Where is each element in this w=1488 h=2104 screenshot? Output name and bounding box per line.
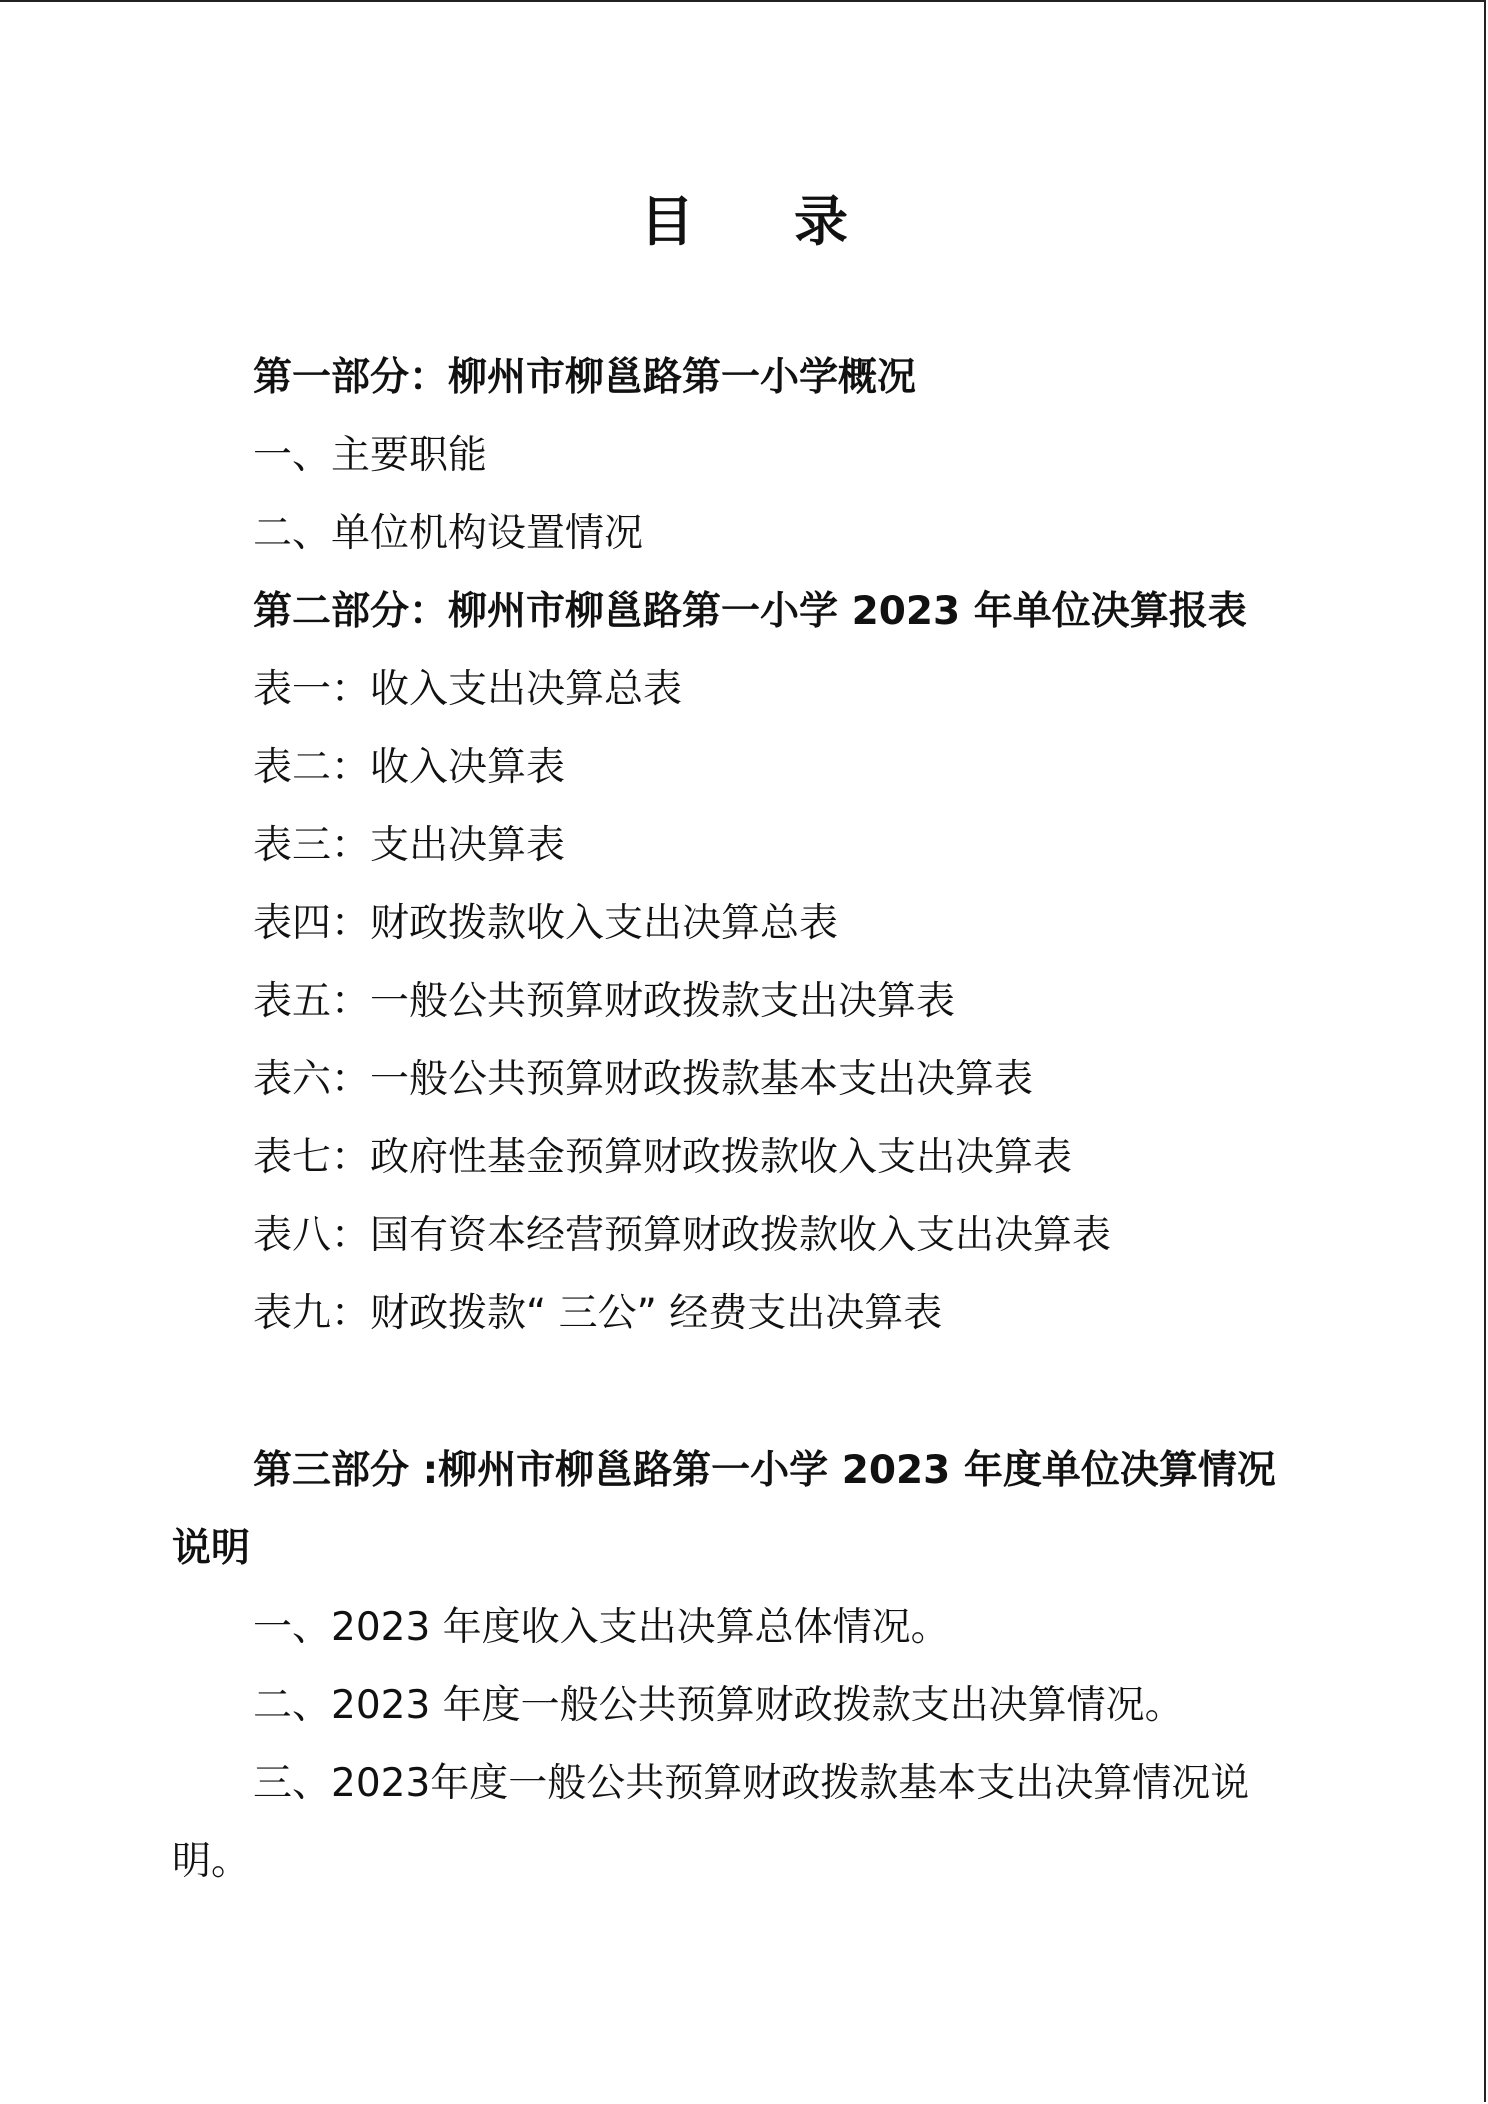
page-title xyxy=(0,190,1488,254)
toc-part-3-item-2: 二、2023 年度一般公共预算财政拨款支出决算情况。 xyxy=(253,1683,1184,1728)
toc-item-org-setup: 二、单位机构设置情况 xyxy=(253,511,644,556)
toc-table-5: 表五：一般公共预算财政拨款支出决算表 xyxy=(253,979,956,1024)
toc-table-2: 表二：收入决算表 xyxy=(253,745,566,790)
title-part-1: 目 xyxy=(640,190,694,253)
toc-table-7: 表七：政府性基金预算财政拨款收入支出决算表 xyxy=(253,1135,1073,1180)
toc-table-8: 表八：国有资本经营预算财政拨款收入支出决算表 xyxy=(253,1213,1112,1258)
toc-part-3-heading: 第三部分 :柳州市柳邕路第一小学 2023 年度单位决算情况说明 xyxy=(172,1448,1276,1571)
toc-table-9: 表九：财政拨款“ 三公” 经费支出决算表 xyxy=(253,1291,943,1336)
toc-item-main-functions: 一、主要职能 xyxy=(253,433,488,478)
toc-table-4: 表四：财政拨款收入支出决算总表 xyxy=(253,901,839,946)
toc-part-3-item-3: 三、2023年度一般公共预算财政拨款基本支出决算情况说明。 xyxy=(172,1761,1250,1884)
toc-part-1-heading: 第一部分：柳州市柳邕路第一小学概况 xyxy=(253,355,917,400)
title-part-2: 录 xyxy=(794,190,848,253)
toc-table-3: 表三：支出决算表 xyxy=(253,823,566,868)
toc-part-2-heading: 第二部分：柳州市柳邕路第一小学 2023 年单位决算报表 xyxy=(253,589,1247,634)
toc-part-3-item-1: 一、2023 年度收入支出决算总体情况。 xyxy=(253,1605,950,1650)
toc-table-6: 表六：一般公共预算财政拨款基本支出决算表 xyxy=(253,1057,1034,1102)
toc-table-1: 表一：收入支出决算总表 xyxy=(253,667,683,712)
